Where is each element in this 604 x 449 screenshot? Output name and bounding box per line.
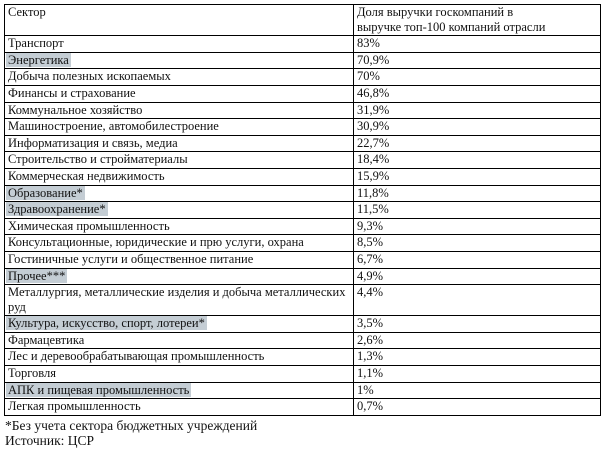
share-value: 70,9% xyxy=(354,52,601,69)
share-value: 22,7% xyxy=(354,135,601,152)
share-value: 8,5% xyxy=(354,235,601,252)
sector-label: Лес и деревообрабатывающая промышленность xyxy=(8,349,265,364)
share-value: 4,9% xyxy=(354,268,601,285)
sector-label: Химическая промышленность xyxy=(8,218,170,233)
table-row xyxy=(5,69,601,86)
header-share-line2: выручке топ-100 компаний отрасли xyxy=(357,19,546,34)
table-row xyxy=(5,168,601,185)
table-row xyxy=(5,85,601,102)
sector-label: Транспорт xyxy=(8,36,64,51)
table-row xyxy=(5,102,601,119)
share-value: 1,3% xyxy=(354,349,601,366)
table-row xyxy=(5,382,601,399)
table-row xyxy=(5,349,601,366)
table-header-row xyxy=(5,5,601,36)
table-row xyxy=(5,316,601,333)
share-value: 3,5% xyxy=(354,316,601,333)
footnote-source: Источник: ЦСР xyxy=(5,433,95,449)
header-share-line1: Доля выручки госкомпаний в xyxy=(357,5,514,19)
share-value: 31,9% xyxy=(354,102,601,119)
table-row xyxy=(5,36,601,53)
table-row xyxy=(5,268,601,285)
sector-label: Фармацевтика xyxy=(8,332,85,347)
highlighted-sector-label: АПК и пищевая промышленность xyxy=(8,382,190,397)
share-value: 18,4% xyxy=(354,152,601,169)
table-row xyxy=(5,235,601,252)
share-value: 0,7% xyxy=(354,399,601,416)
share-value: 9,3% xyxy=(354,218,601,235)
share-value: 83% xyxy=(354,36,601,53)
sector-label: Добыча полезных ископаемых xyxy=(8,69,171,84)
share-value: 15,9% xyxy=(354,168,601,185)
share-value: 1% xyxy=(354,382,601,399)
share-value: 4,4% xyxy=(354,285,601,316)
header-sector-label: Сектор xyxy=(8,5,46,19)
table-row xyxy=(5,251,601,268)
sector-label: Машиностроение, автомобилестроение xyxy=(8,119,219,134)
sector-label: Гостиничные услуги и общественное питание xyxy=(8,251,254,266)
sector-label: Консультационные, юридические и прю услуги, охрана xyxy=(8,235,304,250)
table-row xyxy=(5,202,601,219)
share-value: 11,5% xyxy=(354,202,601,219)
table-row xyxy=(5,135,601,152)
share-value: 1,1% xyxy=(354,366,601,383)
sector-label: Строительство и стройматериалы xyxy=(8,152,188,167)
share-value: 6,7% xyxy=(354,251,601,268)
sector-share-table xyxy=(4,4,601,416)
footnote-exclusion: *Без учета сектора бюджетных учреждений xyxy=(5,417,258,433)
table-row xyxy=(5,285,601,316)
sector-label: Легкая промышленность xyxy=(8,399,141,414)
sector-label: Коммерческая недвижимость xyxy=(8,168,165,183)
share-value: 46,8% xyxy=(354,85,601,102)
footnotes xyxy=(4,416,600,449)
highlighted-sector-label: Культура, искусство, спорт, лотереи* xyxy=(8,316,205,331)
header-sector xyxy=(5,5,354,36)
sector-label: Коммунальное хозяйство xyxy=(8,102,143,117)
sector-label: Металлургия, металлические изделия и добыча металлических руд xyxy=(8,285,346,314)
highlighted-sector-label: Образование* xyxy=(8,185,83,200)
table-row xyxy=(5,366,601,383)
table-row xyxy=(5,52,601,69)
sector-label: Торговля xyxy=(8,366,56,381)
table-row xyxy=(5,332,601,349)
highlighted-sector-label: Здравоохранение* xyxy=(8,202,106,217)
share-value: 2,6% xyxy=(354,332,601,349)
table-row xyxy=(5,218,601,235)
share-value: 11,8% xyxy=(354,185,601,202)
header-share xyxy=(354,5,601,36)
highlighted-sector-label: Энергетика xyxy=(8,52,69,67)
table-row xyxy=(5,185,601,202)
table-row xyxy=(5,119,601,136)
sector-label: Информатизация и связь, медиа xyxy=(8,135,178,150)
share-value: 70% xyxy=(354,69,601,86)
table-row xyxy=(5,399,601,416)
highlighted-sector-label: Прочее*** xyxy=(8,268,66,283)
sector-label: Финансы и страхование xyxy=(8,85,136,100)
share-value: 30,9% xyxy=(354,119,601,136)
table-row xyxy=(5,152,601,169)
